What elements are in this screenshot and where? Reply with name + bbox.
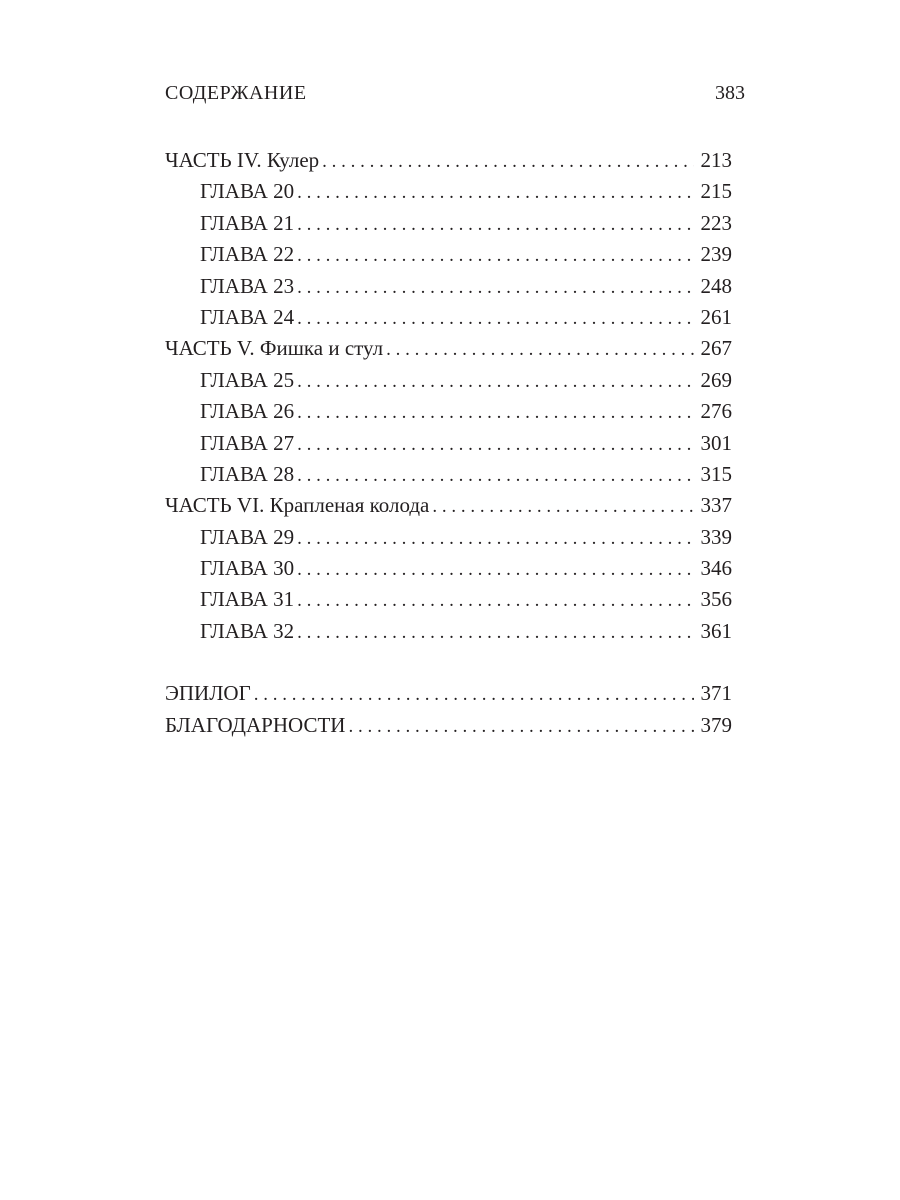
- toc-entry-page: 248: [700, 273, 732, 298]
- toc-dot-leader: [294, 523, 694, 554]
- toc-entry-page: 337: [700, 493, 732, 518]
- toc-entry-label: ГЛАВА 24: [200, 304, 295, 329]
- toc-dot-leader: [294, 366, 694, 397]
- toc-dot-leader: [383, 334, 694, 365]
- toc-dot-leader: [294, 429, 694, 460]
- toc-entry-page: 267: [700, 336, 732, 361]
- toc-entry-chapter-22: [165, 239, 732, 270]
- toc-entry-chapter-23: [165, 271, 732, 302]
- toc-entry-chapter-27: [165, 428, 732, 459]
- toc-dot-leader: [294, 585, 694, 616]
- toc-entry-page: 276: [700, 399, 732, 424]
- toc-entry-chapter-31: [165, 584, 732, 615]
- toc-entry-label: ГЛАВА 25: [200, 367, 295, 392]
- toc-entry-page: 361: [700, 618, 732, 643]
- toc-dot-leader: [294, 460, 694, 491]
- toc-entry-page: 239: [700, 242, 732, 267]
- toc-entry-page: 269: [700, 367, 732, 392]
- toc-dot-leader: [294, 209, 694, 240]
- toc-entry-part-6: [165, 490, 732, 521]
- toc-dot-leader: [345, 711, 694, 742]
- toc-dot-leader: [294, 397, 694, 428]
- toc-entry-label: ГЛАВА 31: [200, 587, 295, 612]
- table-of-contents: [165, 145, 732, 741]
- toc-entry-chapter-30: [165, 553, 732, 584]
- toc-entry-label: ГЛАВА 21: [200, 210, 295, 235]
- toc-entry-page: 371: [700, 681, 732, 706]
- toc-entry-label: ГЛАВА 27: [200, 430, 295, 455]
- toc-entry-label: ЭПИЛОГ: [165, 681, 251, 706]
- toc-entry-label: ГЛАВА 23: [200, 273, 295, 298]
- toc-entry-label: ЧАСТЬ V. Фишка и стул: [165, 336, 384, 361]
- toc-entry-label: ГЛАВА 22: [200, 242, 295, 267]
- toc-entry-label: ЧАСТЬ IV. Кулер: [165, 148, 320, 172]
- page-number: 383: [715, 82, 745, 104]
- toc-entry-label: БЛАГОДАРНОСТИ: [165, 712, 346, 737]
- toc-entry-page: 215: [700, 179, 732, 204]
- toc-dot-leader: [294, 303, 694, 334]
- toc-entry-label: ГЛАВА 28: [200, 461, 295, 486]
- toc-dot-leader: [294, 617, 694, 648]
- toc-dot-leader: [294, 554, 694, 585]
- toc-entry-page: 261: [700, 304, 732, 329]
- toc-dot-leader: [294, 272, 694, 303]
- running-head: [165, 82, 745, 110]
- toc-entry-part-4: [165, 145, 732, 176]
- toc-entry-page: 379: [700, 712, 732, 737]
- toc-entry-chapter-20: [165, 176, 732, 207]
- toc-entry-chapter-32: [165, 616, 732, 647]
- toc-entry-page: 315: [700, 461, 732, 486]
- toc-entry-label: ЧАСТЬ VI. Крапленая колода: [165, 493, 430, 518]
- toc-entry-page: 356: [700, 587, 732, 612]
- toc-entry-label: ГЛАВА 29: [200, 524, 295, 549]
- toc-entry-page: 301: [700, 430, 732, 455]
- toc-entry-page: 339: [700, 524, 732, 549]
- toc-entry-page: 346: [700, 556, 732, 581]
- toc-entry-page: 213: [700, 148, 732, 172]
- toc-entry-label: ГЛАВА 20: [200, 179, 295, 204]
- toc-entry-chapter-25: [165, 365, 732, 396]
- toc-entry-part-5: [165, 333, 732, 364]
- toc-entry-chapter-21: [165, 208, 732, 239]
- toc-entry-chapter-29: [165, 522, 732, 553]
- toc-entry-acknowledgements: [165, 710, 732, 741]
- toc-entry-epilogue: [165, 678, 732, 709]
- toc-entry-chapter-28: [165, 459, 732, 490]
- toc-entry-label: ГЛАВА 32: [200, 618, 295, 643]
- toc-entry-chapter-26: [165, 396, 732, 427]
- toc-dot-leader: [294, 240, 694, 271]
- toc-entry-label: ГЛАВА 26: [200, 399, 295, 424]
- running-title: СОДЕРЖАНИЕ: [165, 82, 307, 104]
- toc-dot-leader: [319, 146, 694, 177]
- toc-entry-chapter-24: [165, 302, 732, 333]
- toc-dot-leader: [294, 177, 694, 208]
- toc-entry-page: 223: [700, 210, 732, 235]
- toc-entry-label: ГЛАВА 30: [200, 556, 295, 581]
- toc-dot-leader: [251, 679, 694, 710]
- toc-dot-leader: [429, 491, 694, 522]
